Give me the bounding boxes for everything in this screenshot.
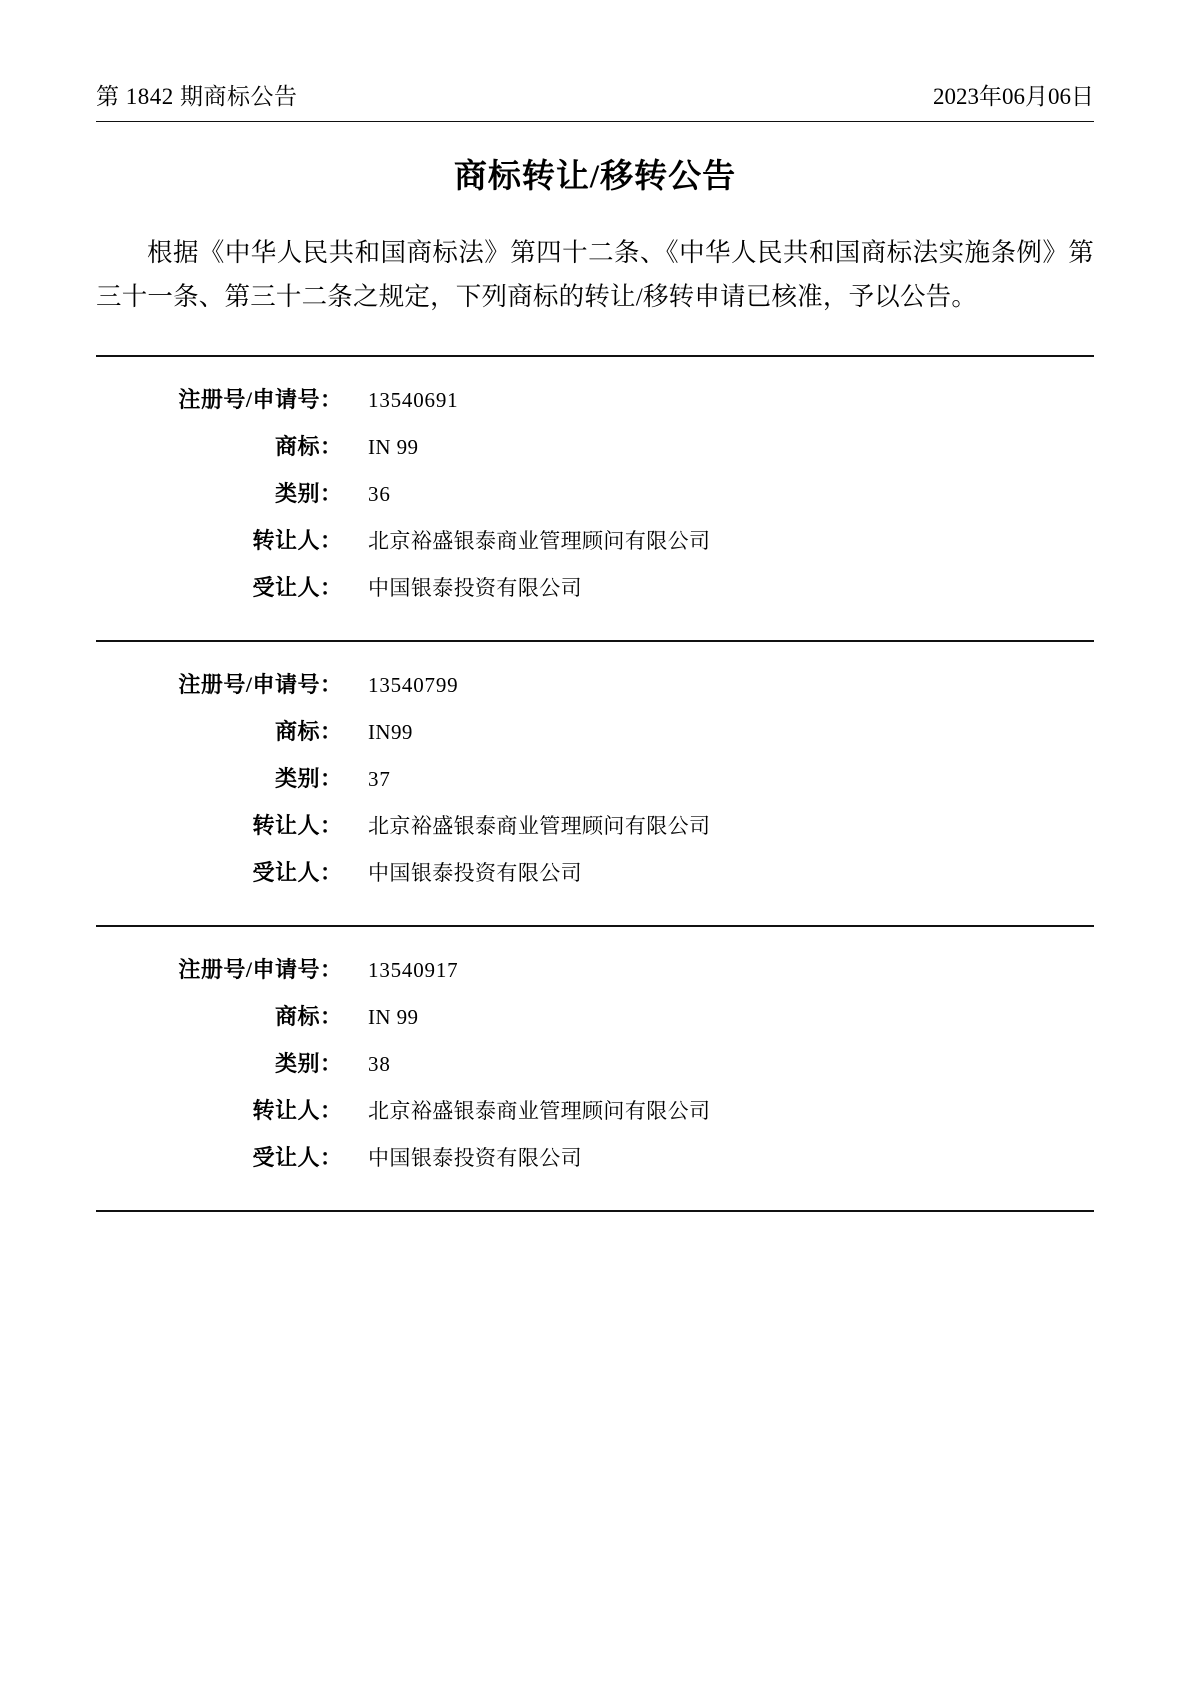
- field-label-assignor: 转让人: [252, 1097, 320, 1123]
- field-value-trademark: IN99: [368, 719, 413, 744]
- field-colon: ：: [320, 386, 343, 412]
- field-label-assignee: 受让人: [252, 1144, 320, 1170]
- field-colon: ：: [320, 433, 343, 459]
- field-value-assignee: 中国银泰投资有限公司: [368, 860, 583, 885]
- record-entry: [96, 642, 1094, 925]
- issue-number: 第 1842 期商标公告: [96, 84, 298, 109]
- page-title: 商标转让/移转公告: [453, 159, 737, 195]
- field-value-class: 38: [368, 1051, 391, 1076]
- field-value-class: 36: [368, 481, 391, 506]
- publication-date: 2023年06月06日: [933, 84, 1094, 109]
- field-colon: ：: [320, 1003, 343, 1029]
- record-entry: [96, 927, 1094, 1210]
- field-value-assignee: 中国银泰投资有限公司: [368, 575, 583, 600]
- record-field-assignor: [96, 524, 1094, 555]
- record-field-assignee: [96, 571, 1094, 602]
- field-value-trademark: IN 99: [368, 434, 419, 459]
- record-entry: [96, 357, 1094, 640]
- record-field-trademark: [96, 430, 1094, 461]
- field-colon: ：: [320, 859, 343, 885]
- record-field-trademark: [96, 1000, 1094, 1031]
- field-colon: ：: [320, 671, 343, 697]
- field-value-assignee: 中国银泰投资有限公司: [368, 1145, 583, 1170]
- field-label-assignor: 转让人: [252, 527, 320, 553]
- field-value-reg-no: 13540917: [368, 957, 459, 982]
- field-value-assignor: 北京裕盛银泰商业管理顾问有限公司: [368, 1098, 711, 1123]
- record-field-class: [96, 762, 1094, 793]
- field-colon: ：: [320, 765, 343, 791]
- field-colon: ：: [320, 574, 343, 600]
- field-label-class: 类别: [274, 765, 320, 791]
- record-field-trademark: [96, 715, 1094, 746]
- field-colon: ：: [320, 527, 343, 553]
- record-field-reg-no: [96, 383, 1094, 414]
- record-field-reg-no: [96, 668, 1094, 699]
- record-divider: [96, 1210, 1094, 1212]
- field-label-trademark: 商标: [274, 433, 320, 459]
- record-field-reg-no: [96, 953, 1094, 984]
- header-divider: [96, 121, 1094, 122]
- field-colon: ：: [320, 1144, 343, 1170]
- field-label-assignee: 受让人: [252, 859, 320, 885]
- field-colon: ：: [320, 1097, 343, 1123]
- field-label-class: 类别: [274, 1050, 320, 1076]
- field-value-class: 37: [368, 766, 391, 791]
- field-value-reg-no: 13540799: [368, 672, 459, 697]
- record-field-assignor: [96, 809, 1094, 840]
- record-field-assignee: [96, 1141, 1094, 1172]
- field-label-reg-no: 注册号/申请号: [178, 386, 320, 412]
- field-value-assignor: 北京裕盛银泰商业管理顾问有限公司: [368, 813, 711, 838]
- record-field-class: [96, 477, 1094, 508]
- field-colon: ：: [320, 1050, 343, 1076]
- field-label-reg-no: 注册号/申请号: [178, 671, 320, 697]
- field-value-trademark: IN 99: [368, 1004, 419, 1029]
- field-label-assignor: 转让人: [252, 812, 320, 838]
- page-header: [96, 0, 1094, 111]
- records-list: [96, 355, 1094, 1212]
- field-colon: ：: [320, 812, 343, 838]
- field-colon: ：: [320, 718, 343, 744]
- field-label-assignee: 受让人: [252, 574, 320, 600]
- field-value-assignor: 北京裕盛银泰商业管理顾问有限公司: [368, 528, 711, 553]
- field-label-trademark: 商标: [274, 718, 320, 744]
- record-field-assignee: [96, 856, 1094, 887]
- record-field-class: [96, 1047, 1094, 1078]
- field-label-trademark: 商标: [274, 1003, 320, 1029]
- field-colon: ：: [320, 956, 343, 982]
- field-colon: ：: [320, 480, 343, 506]
- field-label-reg-no: 注册号/申请号: [178, 956, 320, 982]
- intro-paragraph: 根据《中华人民共和国商标法》第四十二条、《中华人民共和国商标法实施条例》第三十一条、第三十二条之规定，下列商标的转让/移转申请已核准，予以公告。: [96, 238, 1094, 311]
- record-field-assignor: [96, 1094, 1094, 1125]
- field-value-reg-no: 13540691: [368, 387, 459, 412]
- field-label-class: 类别: [274, 480, 320, 506]
